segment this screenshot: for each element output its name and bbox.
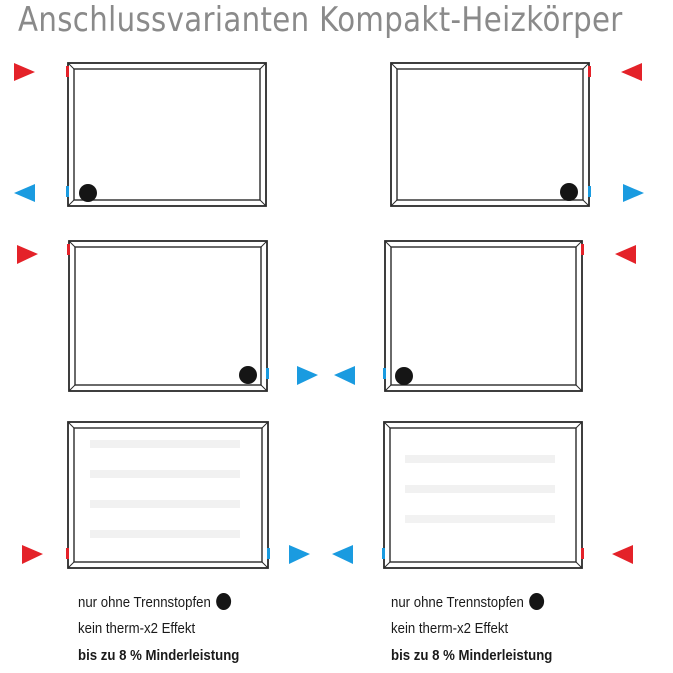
radiator-middle-right xyxy=(383,241,584,391)
return-arrow-icon xyxy=(623,184,644,202)
plug-dot-icon xyxy=(560,183,578,201)
supply-arrow-icon xyxy=(612,545,633,564)
radiator-bottom-left xyxy=(66,422,270,568)
radiator-top-right xyxy=(391,63,591,206)
return-port-marker xyxy=(267,548,270,559)
plug-dot-icon xyxy=(79,184,97,202)
note-right-line3: bis zu 8 % Minderleistung xyxy=(391,647,553,664)
plug-dot-icon xyxy=(239,366,257,384)
return-arrow-icon xyxy=(289,545,310,564)
return-arrow-icon xyxy=(332,545,353,564)
return-port-marker xyxy=(66,186,69,197)
radiator-bottom-right xyxy=(382,422,584,568)
supply-port-marker xyxy=(581,548,584,559)
supply-arrow-icon xyxy=(22,545,43,564)
supply-arrow-icon xyxy=(17,245,38,264)
return-port-marker xyxy=(382,548,385,559)
return-arrow-icon xyxy=(334,366,355,385)
return-arrow-icon xyxy=(14,184,35,202)
supply-port-marker xyxy=(67,244,70,255)
supply-port-marker xyxy=(66,548,69,559)
plug-dot-icon xyxy=(395,367,413,385)
plug-dot-icon xyxy=(216,593,231,610)
page-title: Anschlussvarianten Kompakt-Heizkörper xyxy=(18,0,623,40)
return-port-marker xyxy=(383,368,386,379)
note-right-line1: nur ohne Trennstopfen xyxy=(391,593,544,611)
supply-port-marker xyxy=(581,244,584,255)
note-left-line3: bis zu 8 % Minderleistung xyxy=(78,647,240,664)
supply-arrow-icon xyxy=(621,63,642,81)
supply-port-marker xyxy=(588,66,591,77)
radiator-top-left xyxy=(66,63,266,206)
return-port-marker xyxy=(588,186,591,197)
return-arrow-icon xyxy=(297,366,318,385)
radiator-middle-left xyxy=(67,241,269,391)
note-left-line2: kein therm-x2 Effekt xyxy=(78,620,196,637)
note-left-line1: nur ohne Trennstopfen xyxy=(78,593,231,611)
plug-dot-icon xyxy=(529,593,544,610)
return-port-marker xyxy=(266,368,269,379)
supply-port-marker xyxy=(66,66,69,77)
supply-arrow-icon xyxy=(615,245,636,264)
supply-arrow-icon xyxy=(14,63,35,81)
note-right-line2: kein therm-x2 Effekt xyxy=(391,620,509,637)
